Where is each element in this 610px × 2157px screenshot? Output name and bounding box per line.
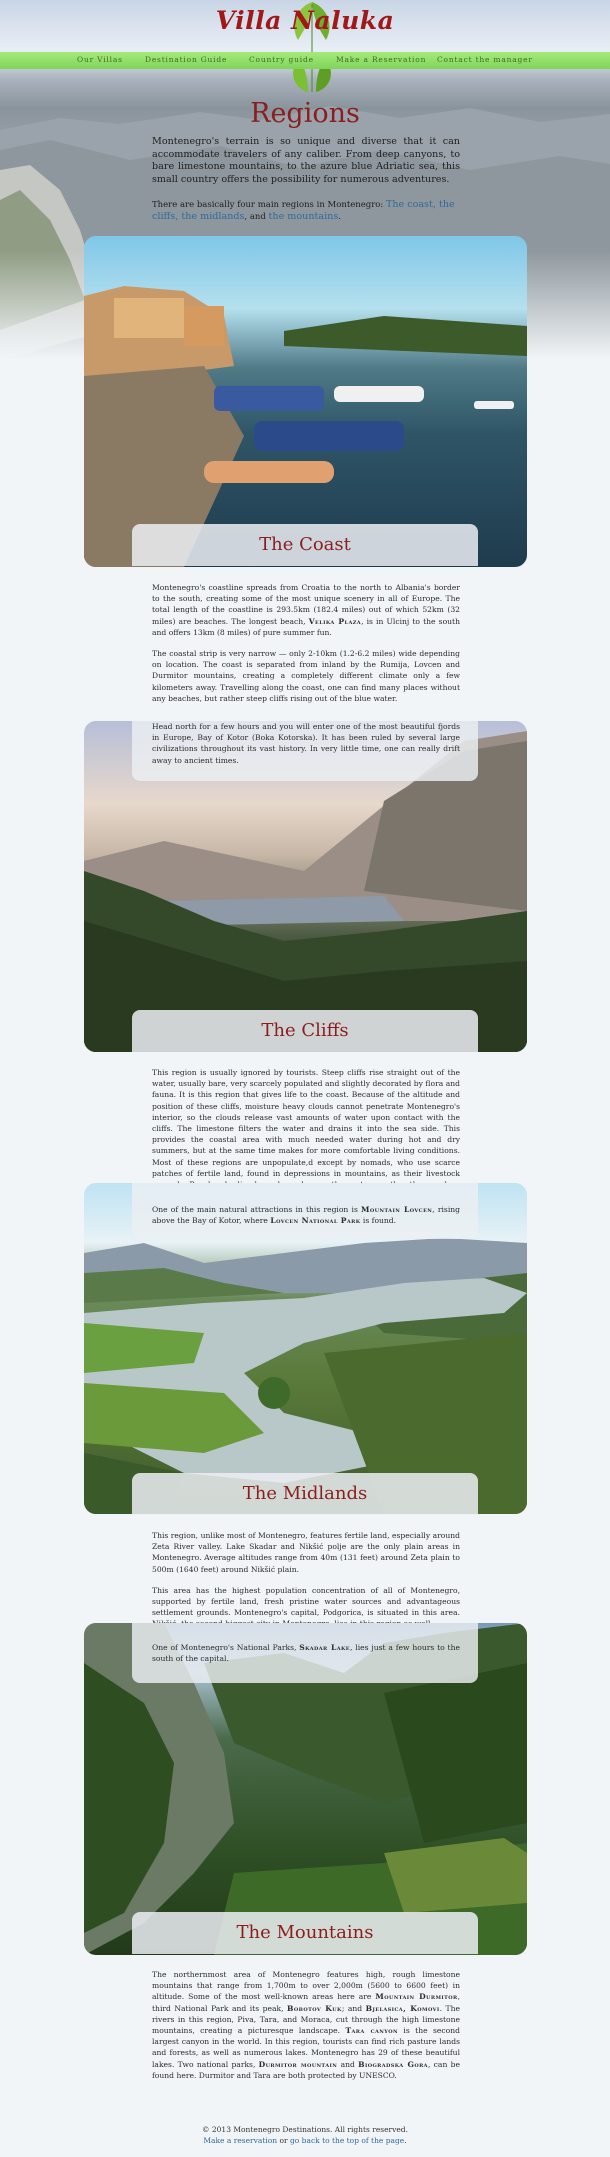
footer (0, 2124, 610, 2146)
logo-text: Villa Naluka (215, 6, 395, 35)
durmitor-mountain-highlight: Durmitor mountain (258, 2059, 338, 2069)
page-title: Regions (250, 98, 360, 129)
velika-plaza-highlight: Velika Plaza (308, 616, 362, 626)
coast-p1-end: , is in Ulcinj to the south and offers 13km (8 miles) of pure summer fun. (152, 616, 460, 637)
mountains-paragraph-1 (152, 1969, 460, 2081)
coast-text (152, 582, 460, 714)
midlands-heading: The Midlands (132, 1473, 478, 1515)
coast-paragraph-1 (152, 582, 460, 638)
nav-our-villas[interactable]: Our Villas (77, 55, 123, 64)
regions-summary-and: , and (244, 212, 269, 222)
skadar-lake-highlight: Skadar Lake (299, 1643, 351, 1652)
mountains-p1-end: , can be found here. Durmitor and Tara are both protected by UNESCO. (152, 2059, 460, 2080)
site-logo[interactable] (0, 6, 610, 35)
coast-paragraph-3: Head north for a few hours and you will enter one of the most beautiful fjords in Europe, Bay of Kotor (Boka Kotorska). It has been ruled by several large civilizations throughout its vast history. In very little time, one can really drift away to ancient times. (152, 722, 460, 765)
mountains-p1-part3: ; and (341, 2003, 366, 2013)
midlands-p3-text: One of Montenegro's National Parks, (152, 1643, 300, 1652)
intro-paragraph: Montenegro's terrain is so unique and diverse that it can accommodate travelers of any caliber. From deep canyons, to bare limestone mountains, to the azure blue Adriatic sea, this small country offers the possibility for numerous adventures. (152, 136, 460, 185)
coast-text-continued (152, 721, 460, 776)
bobotov-kuk-highlight: Bobotov Kuk (287, 2003, 342, 2013)
nav-make-reservation[interactable]: Make a Reservation (336, 55, 427, 64)
footer-links (0, 2135, 610, 2146)
midlands-paragraph-1: This region, unlike most of Montenegro, features fertile land, especially around Zeta River valley. Lake Skadar and Nikšić polje are the only plain areas in Montenegro. Average altitudes range from 40m (131 feet) around Zeta plain to 500m (1640 feet) around Nikšić plain. (152, 1531, 460, 1574)
nav-destination-guide[interactable]: Destination Guide (145, 55, 228, 64)
cliffs-p2-text: One of the main natural attractions in this region is (152, 1205, 362, 1214)
cliffs-heading: The Cliffs (132, 1010, 478, 1052)
coast-heading: The Coast (132, 524, 478, 566)
mountains-p1-part6: and (337, 2059, 359, 2069)
cliffs-paragraph-1: This region is usually ignored by tourists. Steep cliffs rise straight out of the water, usually bare, very scarcely populated and slightly decorated by flora and fauna. It is this region that gives life to the coast. Because of the altitude and position of these cliffs, moisture heavy clouds cannot penetrate Montenegro's interior, so the clouds release vast amounts of water upon contact with the cliffs. The limestone filters the water and drains it into the sea side. This provides the coastal area with much needed water during hot and dry summers, but at the same time makes for more comfortable living conditions. Most of these regions are unpopulate,d except by nomads, who use scarce patches of fertile land, found in depressions in mountains, as their livestock (152, 1068, 460, 1178)
coast-paragraph-2: The coastal strip is very narrow — only 2-10km (1.2-6.2 miles) wide depending on location. The coast is separated from inland by the Rumija, Lovcen and Durmitor mountains, creating a completely different climate only a few kilometers away. Travelling along the coast, one can find many places without any beaches, but rather steep cliffs rising out of the blue water. (152, 649, 460, 703)
cliffs-paragraph-2 (152, 1204, 460, 1226)
mountain-lovcen-highlight: Mountain Lovcen (361, 1205, 433, 1214)
footer-copyright: © 2013 Montenegro Destinations. All rights reserved. (202, 2125, 408, 2134)
tara-canyon-highlight: Tara canyon (345, 2026, 398, 2036)
coast-p1-text: Montenegro's coastline spreads from Croatia to the north to Albania's border to the south, creating some of the most unique scenery in all of Europe. The total length of the coastline is 293.5km (182.4 miles) out of which 52km (32 miles) are beaches. The longest beach, (152, 583, 460, 626)
bjelasica-komovi-highlight: Bjelasica, Komovi (365, 2003, 440, 2013)
footer-reservation-link[interactable]: Make a reservation (203, 2136, 278, 2145)
regions-summary (152, 199, 460, 223)
regions-summary-end: . (338, 212, 341, 222)
cliffs-text-continued (152, 1204, 460, 1236)
regions-link-mountains[interactable]: the mountains (268, 211, 339, 222)
coast-photo (84, 236, 527, 567)
midlands-text-continued (152, 1642, 460, 1674)
nav-country-guide[interactable]: Country guide (249, 55, 314, 64)
mountains-p1-part4: . The rivers in this region, Piva, Tara, and Moraca, cut through the high limestone mountains, creating a picturesque landscape. (152, 2003, 460, 2036)
mountains-text (152, 1969, 460, 2091)
footer-top-link[interactable]: go back to the top of the page (289, 2136, 405, 2145)
cliffs-p2-middle: , rising above the Bay of Kotor, where (152, 1205, 460, 1226)
nav-contact-manager[interactable]: Contact the manager (437, 55, 533, 64)
mountains-heading: The Mountains (132, 1912, 478, 1954)
cliffs-p2-end: is found. (360, 1216, 397, 1226)
biogradska-gora-highlight: Biogradska Gora (358, 2059, 428, 2069)
regions-summary-lead: There are basically four main regions in Montenegro: (152, 200, 386, 210)
lovcen-park-highlight: Lovcen National Park (270, 1216, 361, 1226)
mountains-p1-part5: is the second largest canyon in the world. In this region, tourists can find rich pasture lands and forests, as well as numerous lakes. Montenegro has 29 of these beautiful lakes. Two national parks, (152, 2026, 460, 2069)
midlands-paragraph-2: This area has the highest population concentration of all of Montenegro, supported by fertile land, fresh pristine water sources and advantageous settlement grounds. Montenegro's capital, Podgorica, is situated in this area. (152, 1585, 460, 1618)
mountains-p1-text: The northernmost area of Montenegro features high, rough limestone mountains that range from 1,700m to over 2,000m (5600 to 6600 feet) in altitude. Some of the most well-known areas here are (152, 1970, 460, 2002)
midlands-p3-end: , lies just a few hours to the south of the capital. (152, 1643, 460, 1664)
footer-or: or (277, 2136, 290, 2145)
mountains-p1-part2: , third National Park and its peak, (152, 1992, 460, 2013)
midlands-paragraph-3 (152, 1642, 460, 1664)
regions-link-coast-cliffs-midlands[interactable]: The coast, the cliffs, the midlands (152, 199, 455, 222)
durmitor-highlight: Mountain Durmitor (375, 1992, 458, 2002)
footer-end: . (404, 2136, 407, 2145)
